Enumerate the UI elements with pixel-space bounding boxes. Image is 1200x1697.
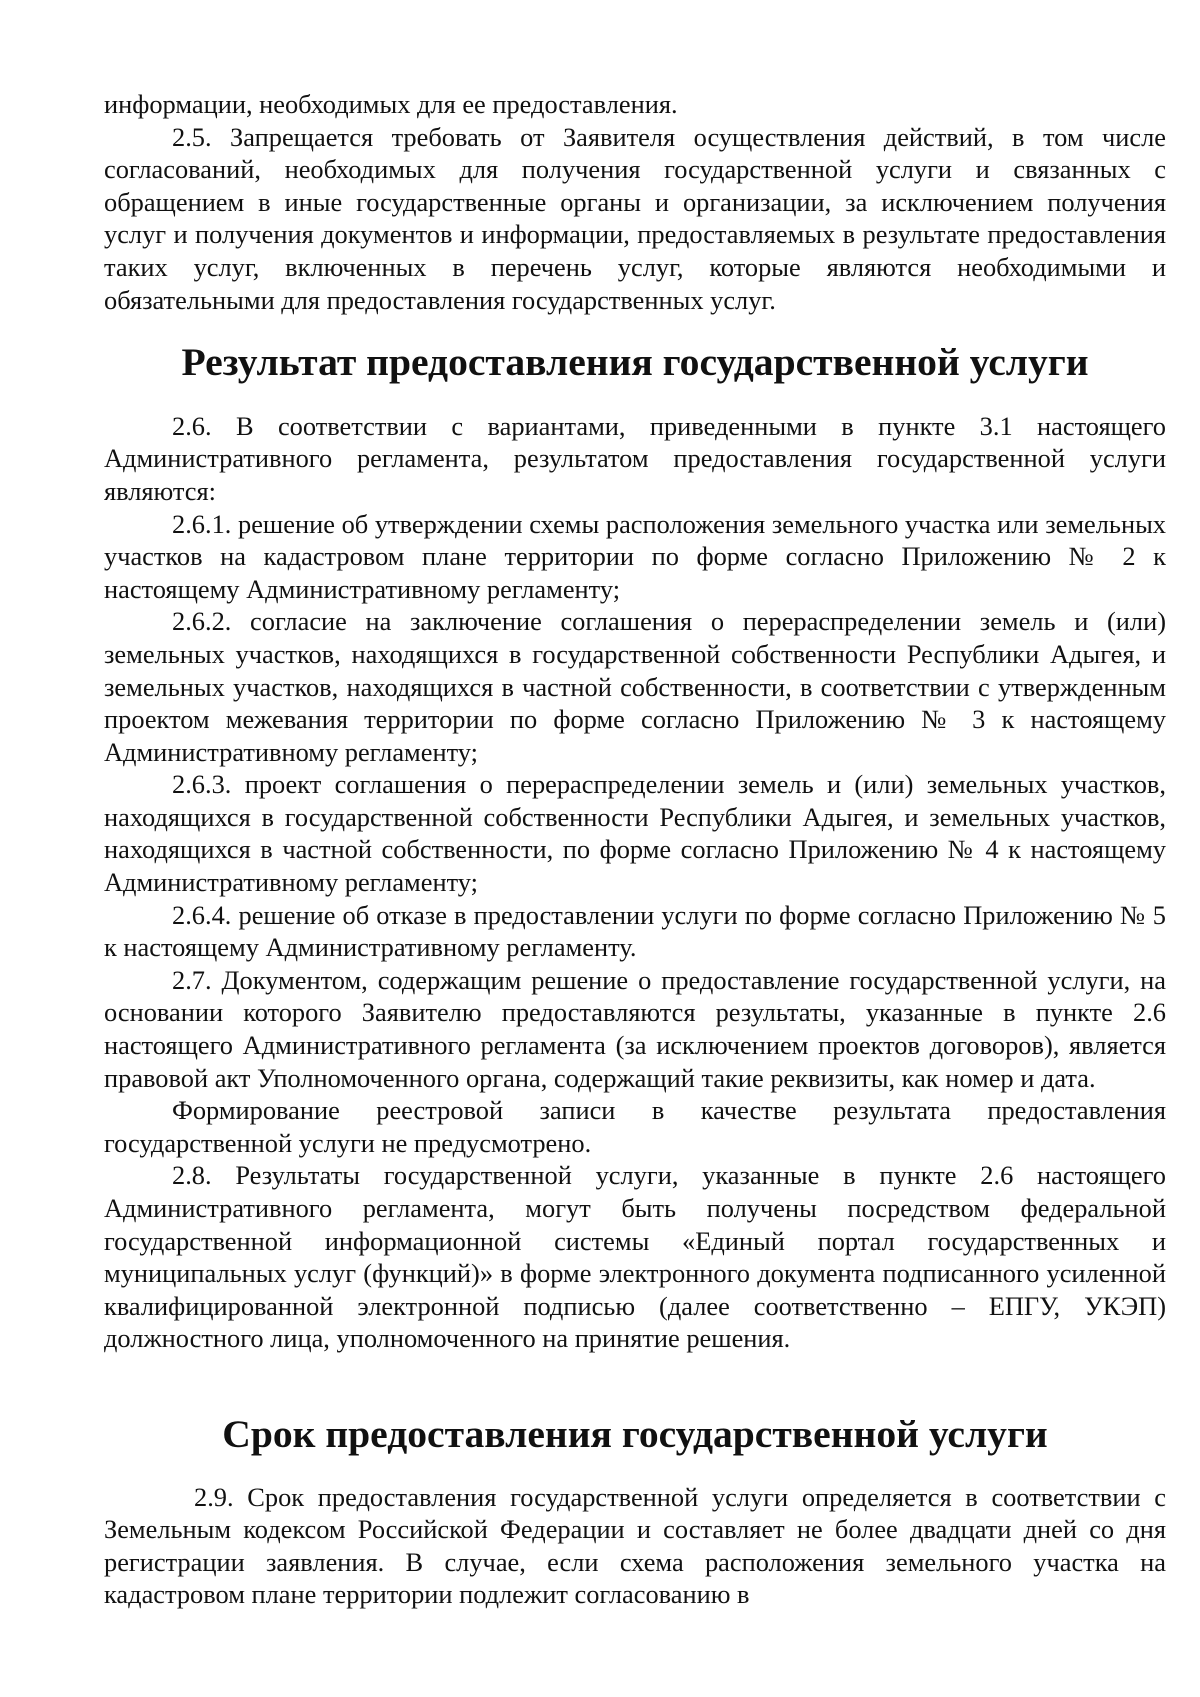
paragraph-2-6-3: 2.6.3. проект соглашения о перераспределении земель и (или) земельных участков, находящихся в государственной собственности Республики Адыгея, и земельных участков, находящихся в частной собственности, по форме согласно Приложению № 4 к настоящему Административному регламенту; xyxy=(104,769,1166,898)
paragraph-2-9: 2.9. Срок предоставления государственной услуги определяется в соответствии с Земельным кодексом Российской Федерации и составляет не более двадцати дней со дня регистрации заявления. В случае, если схема расположения земельного участка на кадастровом плане территории подлежит согласованию в xyxy=(104,1481,1166,1610)
document-page xyxy=(104,88,1166,1611)
paragraph-registry: Формирование реестровой записи в качестве результата предоставления государственной услуги не предусмотрено. xyxy=(104,1095,1166,1158)
section-heading-term: Срок предоставления государственной услуги xyxy=(222,1411,1048,1456)
paragraph-top: информации, необходимых для ее предоставления. xyxy=(104,89,678,119)
paragraph-2-6-2: 2.6.2. согласие на заключение соглашения о перераспределении земель и (или) земельных участков, находящихся в государственной собственности Республики Адыгея, и земельных участков, находящихся в частной собственности, в соответствии с утвержденным проектом межевания территории по форме согласно Приложению № 3 к настоящему Административному регламенту; xyxy=(104,606,1166,767)
paragraph-2-7: 2.7. Документом, содержащим решение о предоставление государственной услуги, на основании которого Заявителю предоставляются результаты, указанные в пункте 2.6 настоящего Административного регламента (за исключением проектов договоров), является правовой акт Уполномоченного органа, содержащий такие реквизиты, как номер и дата. xyxy=(104,964,1166,1093)
paragraph-2-5: 2.5. Запрещается требовать от Заявителя осуществления действий, в том числе согласований, необходимых для получения государственной услуги и связанных с обращением в иные государственные органы и организации, за исключением получения услуг и получения документов и информации, предоставляемых в результате предоставления таких услуг, включенных в перечень услуг, которые являются необходимыми и обязательными для предоставления государственных услуг. xyxy=(104,121,1166,315)
paragraph-2-6: 2.6. В соответствии с вариантами, приведенными в пункте 3.1 настоящего Административного регламента, результатом предоставления государственной услуги являются: xyxy=(104,410,1166,506)
paragraph-2-8: 2.8. Результаты государственной услуги, указанные в пункте 2.6 настоящего Административного регламента, могут быть получены посредством федеральной государственной информационной системы «Единый портал государственных и муниципальных услуг (функций)» в форме электронного документа подписанного усиленной квалифицированной электронной подписью (далее соответственно – ЕПГУ, УКЭП) должностного лица, уполномоченного на принятие решения. xyxy=(104,1160,1166,1354)
paragraph-2-6-4: 2.6.4. решение об отказе в предоставлении услуги по форме согласно Приложению № 5 к настоящему Административному регламенту. xyxy=(104,899,1166,963)
paragraph-2-6-1: 2.6.1. решение об утверждении схемы расположения земельного участка или земельных участков на кадастровом плане территории по форме согласно Приложению № 2 к настоящему Административному регламенту; xyxy=(104,508,1166,604)
section-heading-result: Результат предоставления государственной услуги xyxy=(181,340,1089,385)
